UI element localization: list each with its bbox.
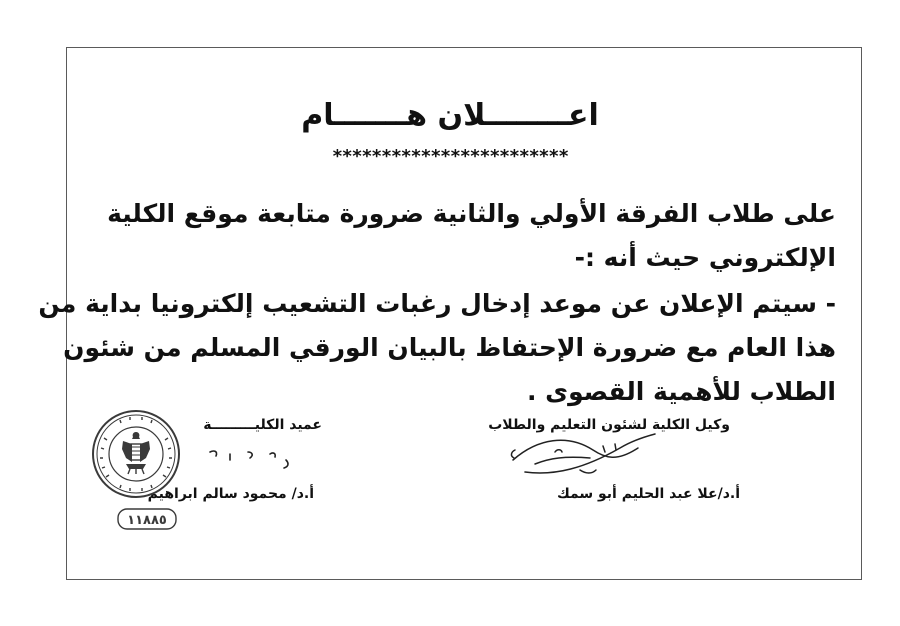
paragraph-2-line-1: - سيتم الإعلان عن موعد إدخال رغبات التشعيب إلكترونيا بداية من <box>38 289 836 318</box>
vice-dean-name: أ.د/علا عبد الحليم أبو سمك <box>556 486 740 502</box>
dean-signature <box>190 440 310 480</box>
paragraph-2 <box>38 282 836 414</box>
eagle-emblem-icon <box>122 432 150 474</box>
vice-dean-title: وكيل الكلية لشئون التعليم والطلاب <box>488 417 730 433</box>
paragraph-1-line-2: الإلكتروني حيث أنه :- <box>574 243 836 272</box>
star-divider: ************************ <box>331 146 569 167</box>
svg-text:١١٨٨٥: ١١٨٨٥ <box>127 513 167 528</box>
dean-title: عميد الكليـــــــــة <box>203 417 322 433</box>
paragraph-1-line-1: على طلاب الفرقة الأولي والثانية ضرورة متابعة موقع الكلية <box>107 199 836 228</box>
paragraph-2-line-3: الطلاب للأهمية القصوى . <box>526 377 836 406</box>
dean-name: أ.د/ محمود سالم ابراهيم <box>147 486 314 502</box>
vice-dean-signature <box>495 430 665 485</box>
seal-serial-number <box>117 508 177 530</box>
paragraph-1 <box>107 192 836 280</box>
announcement-title: اعــــــــلان هـــــــام <box>301 98 599 133</box>
official-seal <box>90 408 182 500</box>
paragraph-2-line-2: هذا العام مع ضرورة الإحتفاظ بالبيان الورقي المسلم من شئون <box>63 333 836 362</box>
